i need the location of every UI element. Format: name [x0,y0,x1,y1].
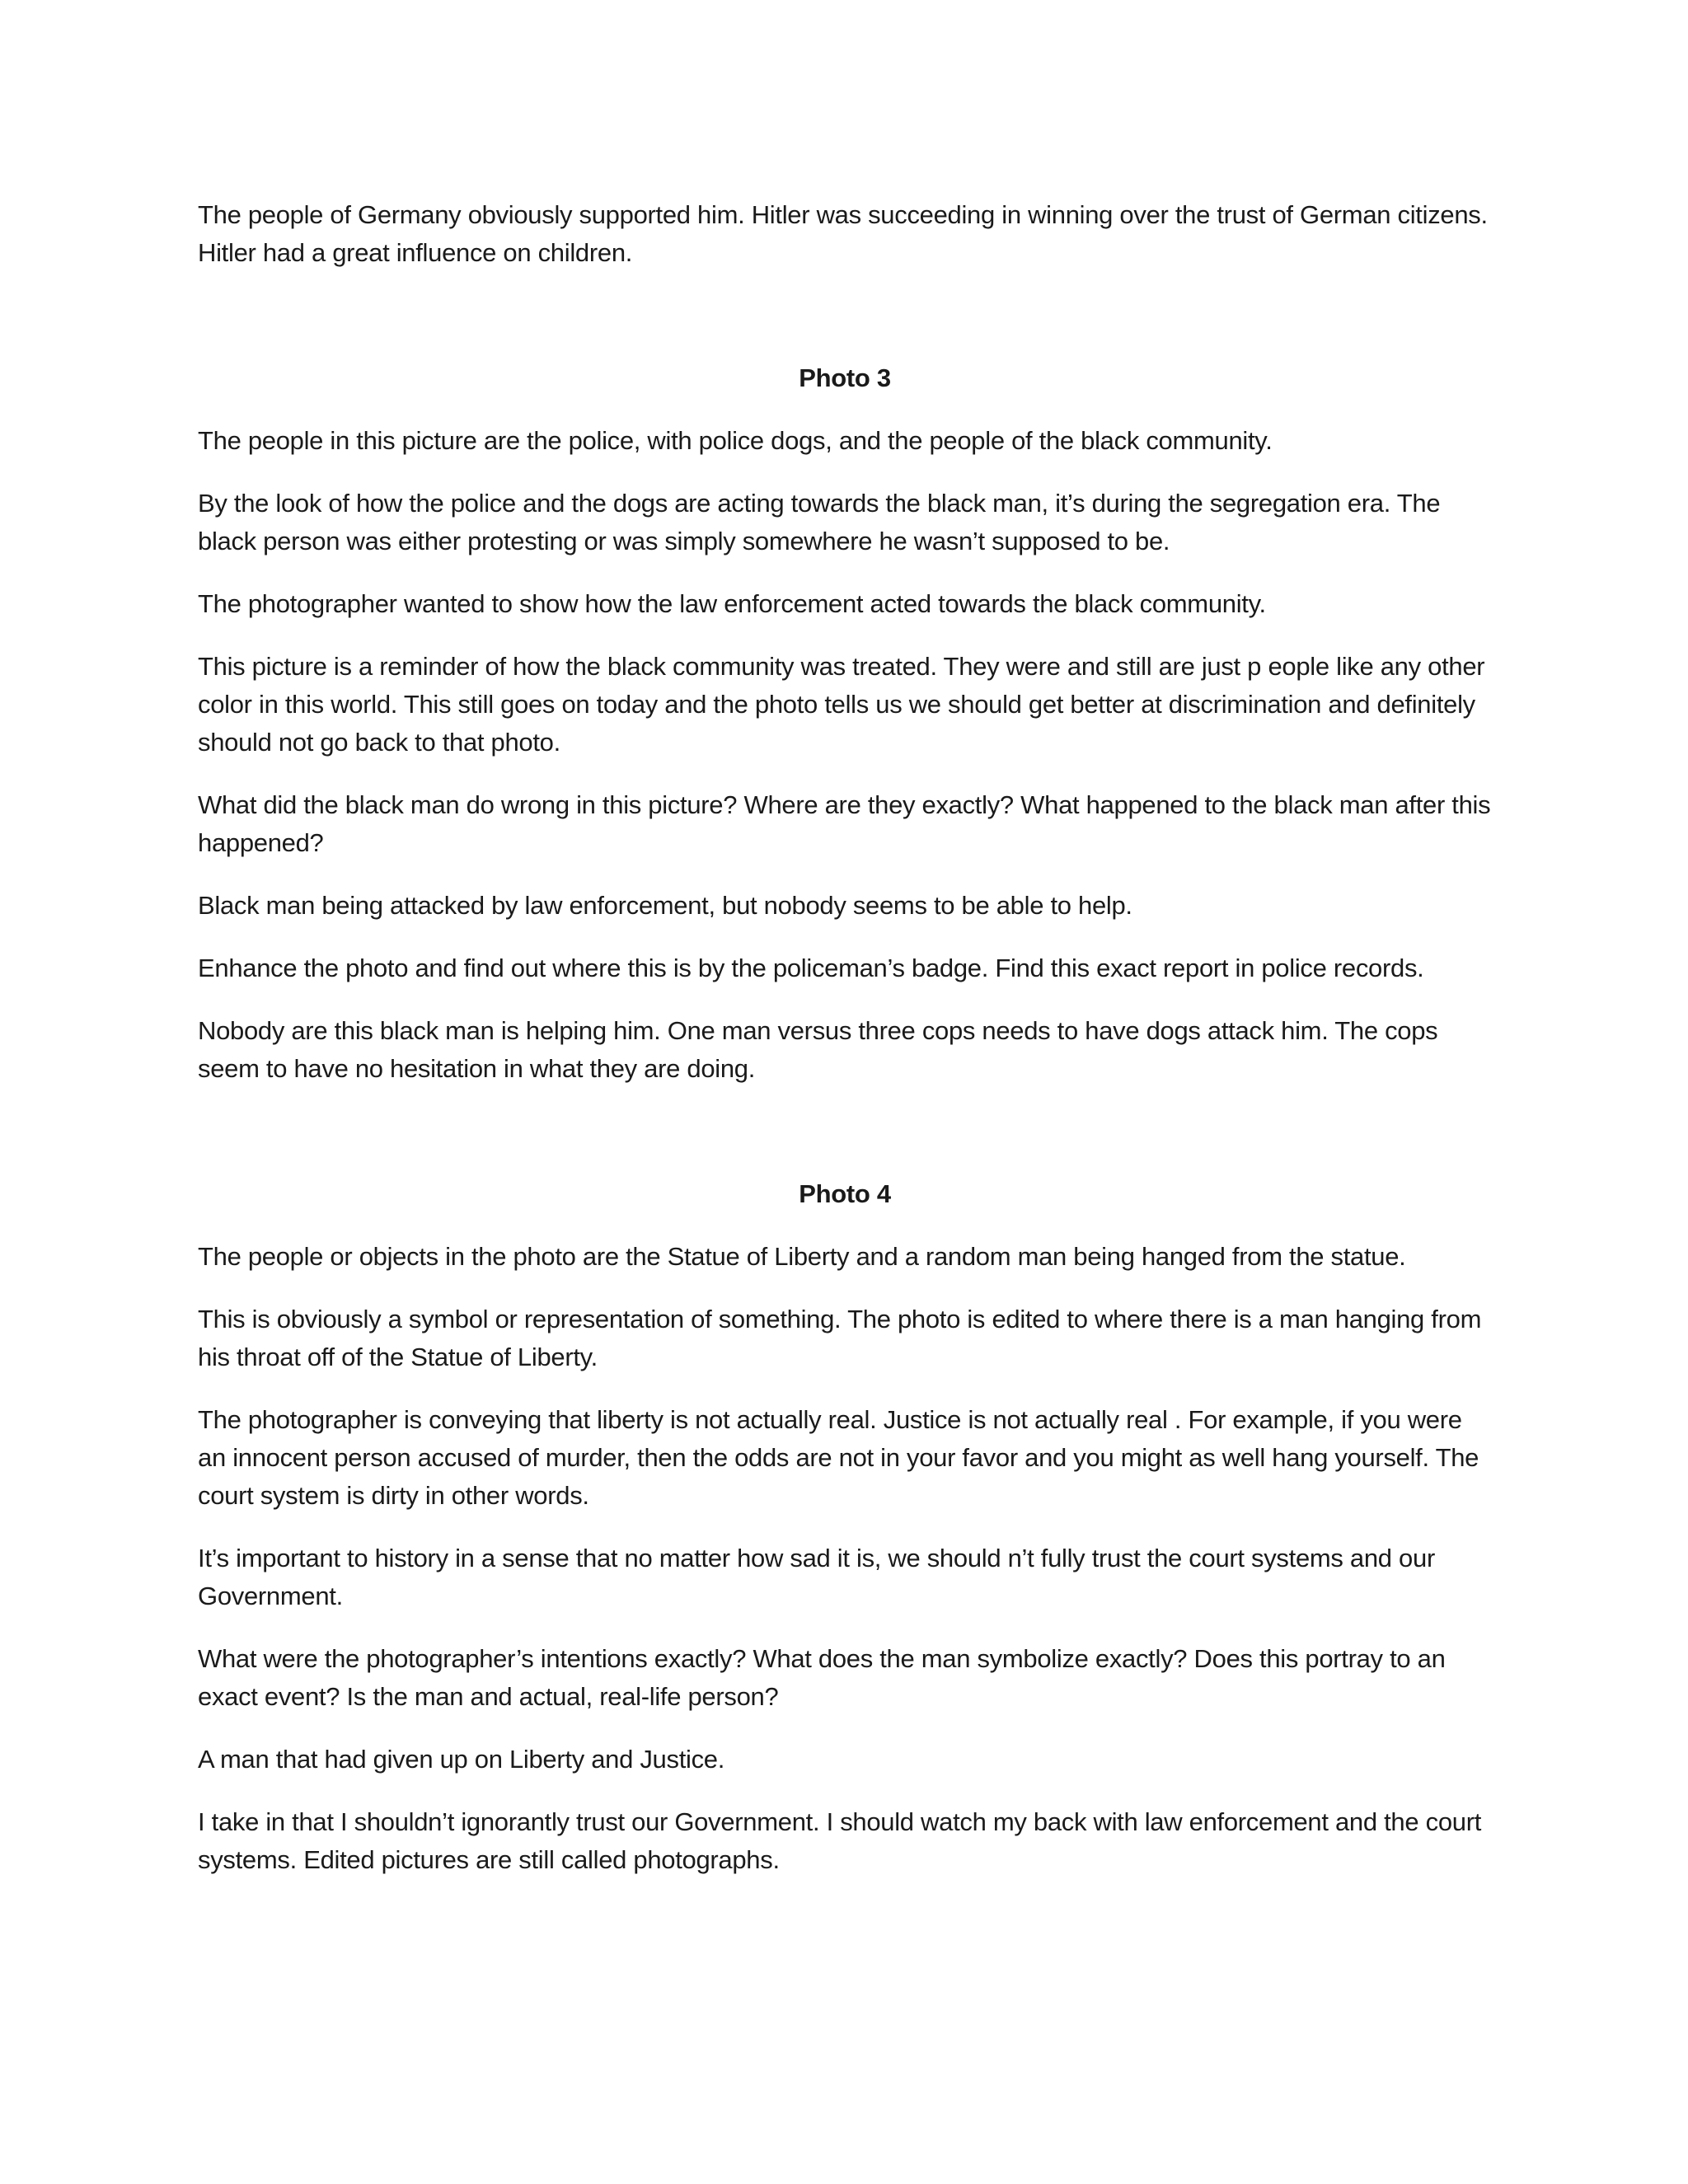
photo-3-paragraph-significance: This picture is a reminder of how the black community was treated. They were and still are just p eople like any other color in this world. This still goes on today and the photo tells us we should get better at discrimination and definitely should not go back to that photo. [198,652,1485,757]
photo-3-heading: Photo 3 [799,363,891,392]
photo-3-paragraph-questions: What did the black man do wrong in this picture? Where are they exactly? What happened to the black man after this happened? [198,790,1491,857]
photo-3-paragraph-research: Enhance the photo and find out where this is by the policeman’s badge. Find this exact report in police records. [198,954,1424,982]
photo-3-paragraph-caption: Black man being attacked by law enforcement, but nobody seems to be able to help. [198,891,1132,920]
photo-4-paragraph-purpose: The photographer is conveying that liberty is not actually real. Justice is not actually real . For example, if you were an innocent person accused of murder, then the odds are not in your favor and you might as well hang yourself. The court system is dirty in other words. [198,1405,1479,1510]
photo-3-paragraph-people: The people in this picture are the police, with police dogs, and the people of the black community. [198,426,1273,455]
photo-4-heading: Photo 4 [799,1179,891,1208]
photo-3-paragraph-observation: Nobody are this black man is helping him. One man versus three cops needs to have dogs attack him. The cops seem to have no hesitation in what they are doing. [198,1016,1438,1083]
photo-4-paragraph-caption: A man that had given up on Liberty and Justice. [198,1745,725,1774]
photo-4-paragraph-context: This is obviously a symbol or representation of something. The photo is edited to where there is a man hanging from his throat off of the Statue of Liberty. [198,1305,1482,1371]
document-body [198,196,1492,1904]
photo-3-paragraph-context: By the look of how the police and the dogs are acting towards the black man, it’s during the segregation era. The black person was either protesting or was simply somewhere he wasn’t supposed to be. [198,489,1441,555]
photo-3-paragraph-purpose: The photographer wanted to show how the law enforcement acted towards the black community. [198,589,1266,618]
photo-4-paragraph-reflection: I take in that I shouldn’t ignorantly trust our Government. I should watch my back with law enforcement and the court systems. Edited pictures are still called photographs. [198,1807,1482,1874]
section-spacer [198,1113,1492,1175]
section-spacer [198,297,1492,359]
photo-4-paragraph-questions: What were the photographer’s intentions exactly? What does the man symbolize exactly? Does this portray to an exact event? Is the man and actual, real-life person? [198,1644,1446,1711]
intro-paragraph: The people of Germany obviously supported him. Hitler was succeeding in winning over the trust of German citizens. Hitler had a great influence on children. [198,200,1488,267]
photo-4-paragraph-people: The people or objects in the photo are the Statue of Liberty and a random man being hanged from the statue. [198,1242,1406,1271]
photo-4-paragraph-significance: It’s important to history in a sense that no matter how sad it is, we should n’t fully trust the court systems and our Government. [198,1544,1435,1610]
